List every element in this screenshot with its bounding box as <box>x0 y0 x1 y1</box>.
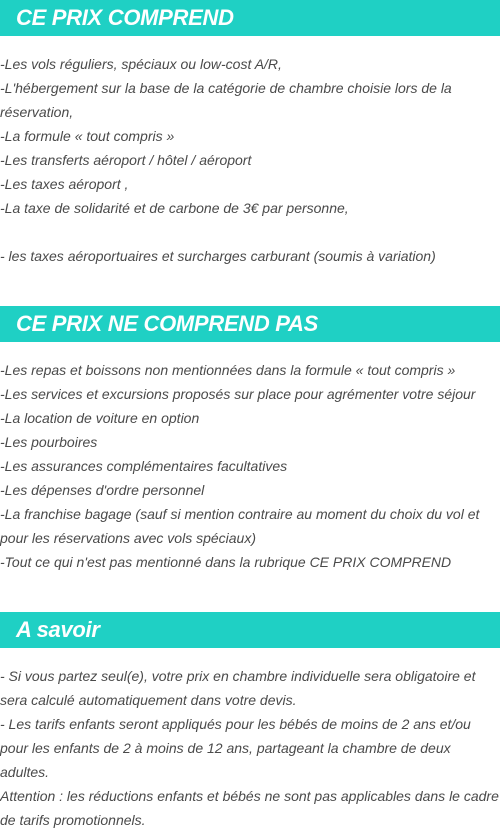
included-item: - les taxes aéroportuaires et surcharges carburant (soumis à variation) <box>0 248 436 264</box>
section-not-included-body <box>0 342 500 574</box>
not-included-item: -La franchise bagage (sauf si mention contraire au moment du choix du vol et pour les réservations avec vols spéciaux) <box>0 506 480 546</box>
info-item: - Les tarifs enfants seront appliqués pour les bébés de moins de 2 ans et/ou pour les enfants de 2 à moins de 12 ans, partageant la chambre de deux adultes. <box>0 716 471 780</box>
section-good-to-know-title: A savoir <box>0 612 500 648</box>
included-item: -Les vols réguliers, spéciaux ou low-cost A/R, <box>0 56 282 72</box>
section-included-title: CE PRIX COMPREND <box>0 0 500 36</box>
not-included-item: -Les repas et boissons non mentionnées dans la formule « tout compris » <box>0 362 456 378</box>
section-good-to-know <box>0 612 500 832</box>
not-included-item: -Les pourboires <box>0 434 98 450</box>
not-included-item: -Les assurances complémentaires facultatives <box>0 458 288 474</box>
not-included-item: -Tout ce qui n'est pas mentionné dans la rubrique CE PRIX COMPREND <box>0 554 452 570</box>
included-item: -Les taxes aéroport , <box>0 176 129 192</box>
section-not-included <box>0 306 500 574</box>
included-item: -L'hébergement sur la base de la catégorie de chambre choisie lors de la réservation, <box>0 80 452 120</box>
not-included-item: -Les dépenses d'ordre personnel <box>0 482 205 498</box>
included-item: -La formule « tout compris » <box>0 128 175 144</box>
included-item: -Les transferts aéroport / hôtel / aéroport <box>0 152 252 168</box>
blank-line <box>0 220 500 244</box>
not-included-item: -Les services et excursions proposés sur place pour agrémenter votre séjour <box>0 386 476 402</box>
section-included-body <box>0 36 500 268</box>
section-good-to-know-body <box>0 648 500 832</box>
info-item: Attention : les réductions enfants et bébés ne sont pas applicables dans le cadre de tarifs promotionnels. <box>0 788 499 828</box>
not-included-item: -La location de voiture en option <box>0 410 200 426</box>
info-item: - Si vous partez seul(e), votre prix en chambre individuelle sera obligatoire et sera calculé automatiquement dans votre devis. <box>0 668 476 708</box>
included-item: -La taxe de solidarité et de carbone de 3€ par personne, <box>0 200 349 216</box>
section-not-included-title: CE PRIX NE COMPREND PAS <box>0 306 500 342</box>
section-included <box>0 0 500 268</box>
